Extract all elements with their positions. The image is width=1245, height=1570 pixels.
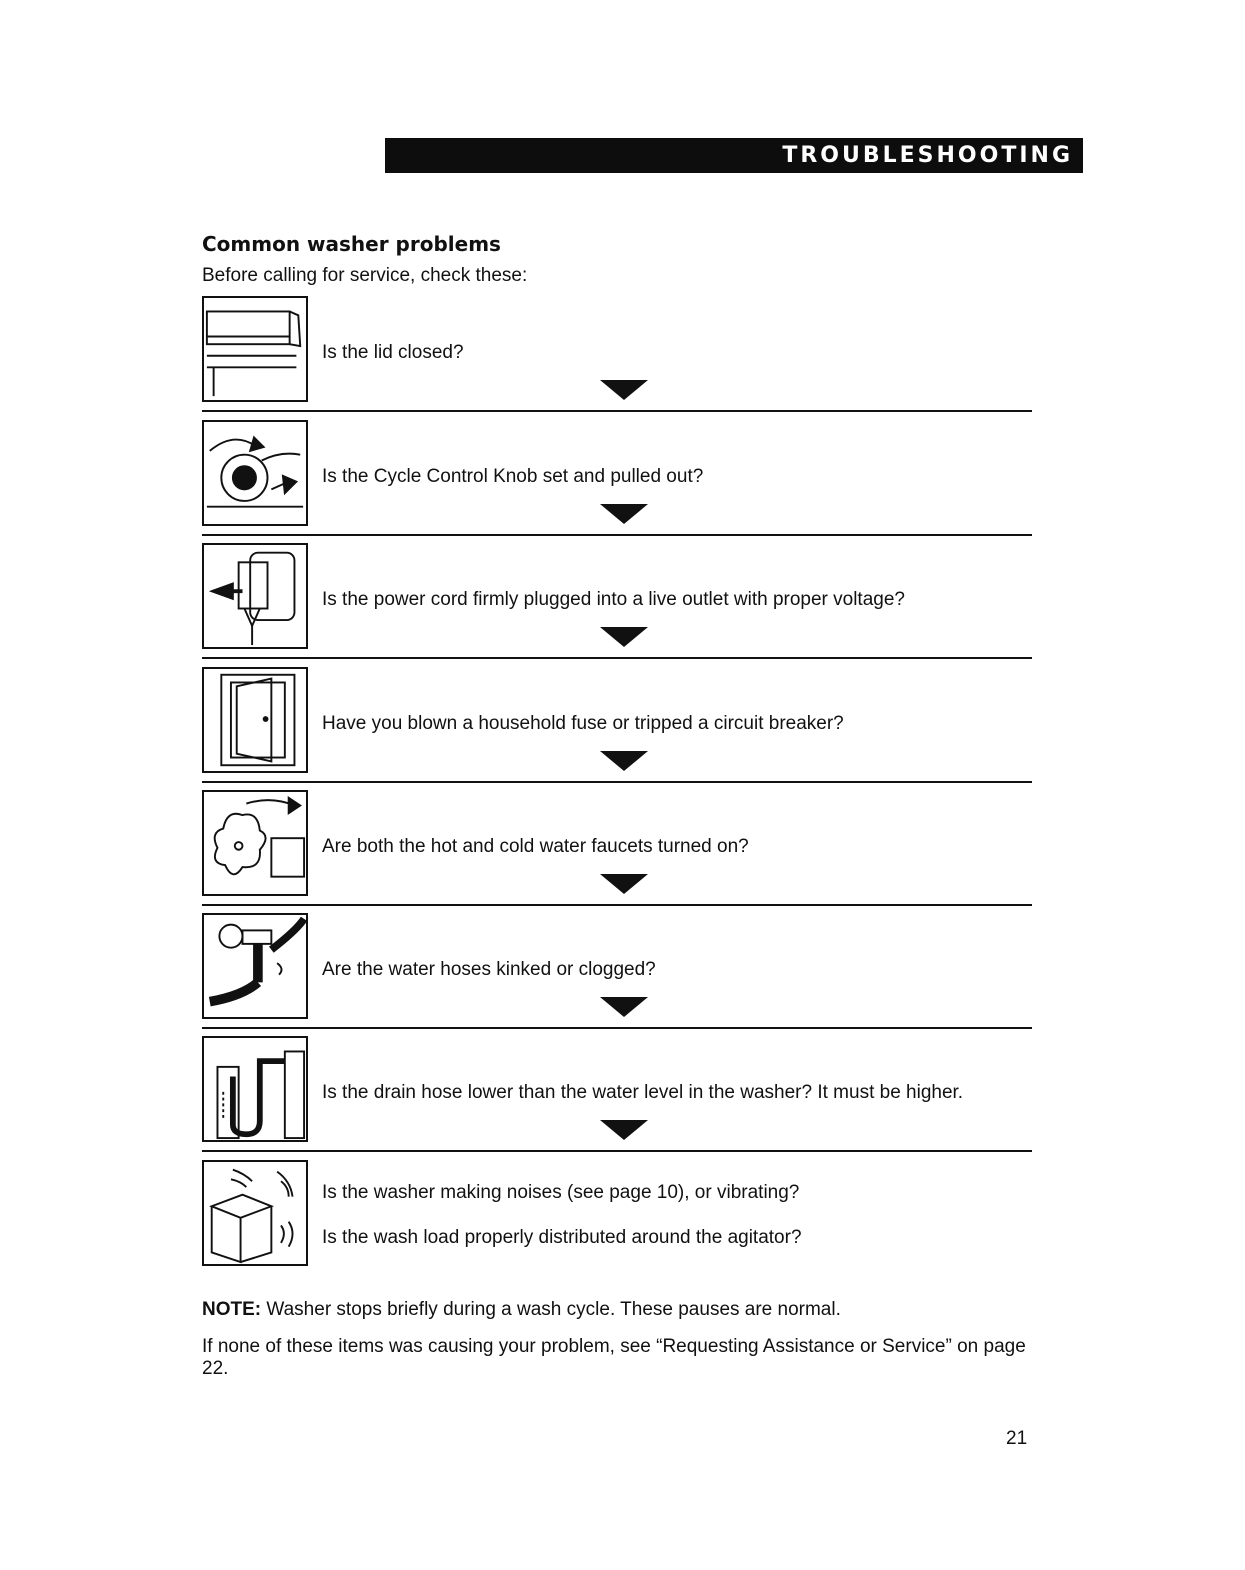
question-faucet: Are both the hot and cold water faucets turned on? xyxy=(322,836,749,857)
divider xyxy=(202,781,1032,783)
power-plug-icon xyxy=(202,543,308,649)
question-fuse: Have you blown a household fuse or tripped a circuit breaker? xyxy=(322,713,844,734)
water-hose-icon xyxy=(202,913,308,1019)
question-load: Is the wash load properly distributed around the agitator? xyxy=(322,1227,802,1248)
divider xyxy=(202,1027,1032,1029)
section-intro: Before calling for service, check these: xyxy=(202,265,528,286)
final-paragraph: If none of these items was causing your problem, see “Requesting Assistance or Service” on page 22. xyxy=(202,1336,1026,1379)
header-bar xyxy=(385,138,1083,173)
question-lid: Is the lid closed? xyxy=(322,342,464,363)
note-paragraph xyxy=(202,1299,841,1321)
washer-lid-icon xyxy=(202,296,308,402)
washer-vibration-icon xyxy=(202,1160,308,1266)
drain-hose-icon xyxy=(202,1036,308,1142)
note-label: NOTE: xyxy=(202,1299,262,1320)
down-arrow-icon xyxy=(600,751,648,771)
divider xyxy=(202,1150,1032,1152)
down-arrow-icon xyxy=(600,997,648,1017)
question-hoses: Are the water hoses kinked or clogged? xyxy=(322,959,656,980)
question-drain: Is the drain hose lower than the water level in the washer? It must be higher. xyxy=(322,1082,964,1103)
note-text: Washer stops briefly during a wash cycle. These pauses are normal. xyxy=(261,1299,841,1320)
divider xyxy=(202,534,1032,536)
down-arrow-icon xyxy=(600,1120,648,1140)
down-arrow-icon xyxy=(600,874,648,894)
question-noise: Is the washer making noises (see page 10), or vibrating? xyxy=(322,1182,800,1203)
control-knob-icon xyxy=(202,420,308,526)
water-faucet-icon xyxy=(202,790,308,896)
breaker-box-icon xyxy=(202,667,308,773)
divider xyxy=(202,904,1032,906)
question-knob: Is the Cycle Control Knob set and pulled out? xyxy=(322,466,704,487)
down-arrow-icon xyxy=(600,504,648,524)
section-title: Common washer problems xyxy=(202,232,501,256)
header-title: TROUBLESHOOTING xyxy=(782,143,1073,168)
down-arrow-icon xyxy=(600,627,648,647)
divider xyxy=(202,410,1032,412)
divider xyxy=(202,657,1032,659)
down-arrow-icon xyxy=(600,380,648,400)
page-number: 21 xyxy=(1006,1428,1028,1449)
question-power: Is the power cord firmly plugged into a live outlet with proper voltage? xyxy=(322,589,905,610)
